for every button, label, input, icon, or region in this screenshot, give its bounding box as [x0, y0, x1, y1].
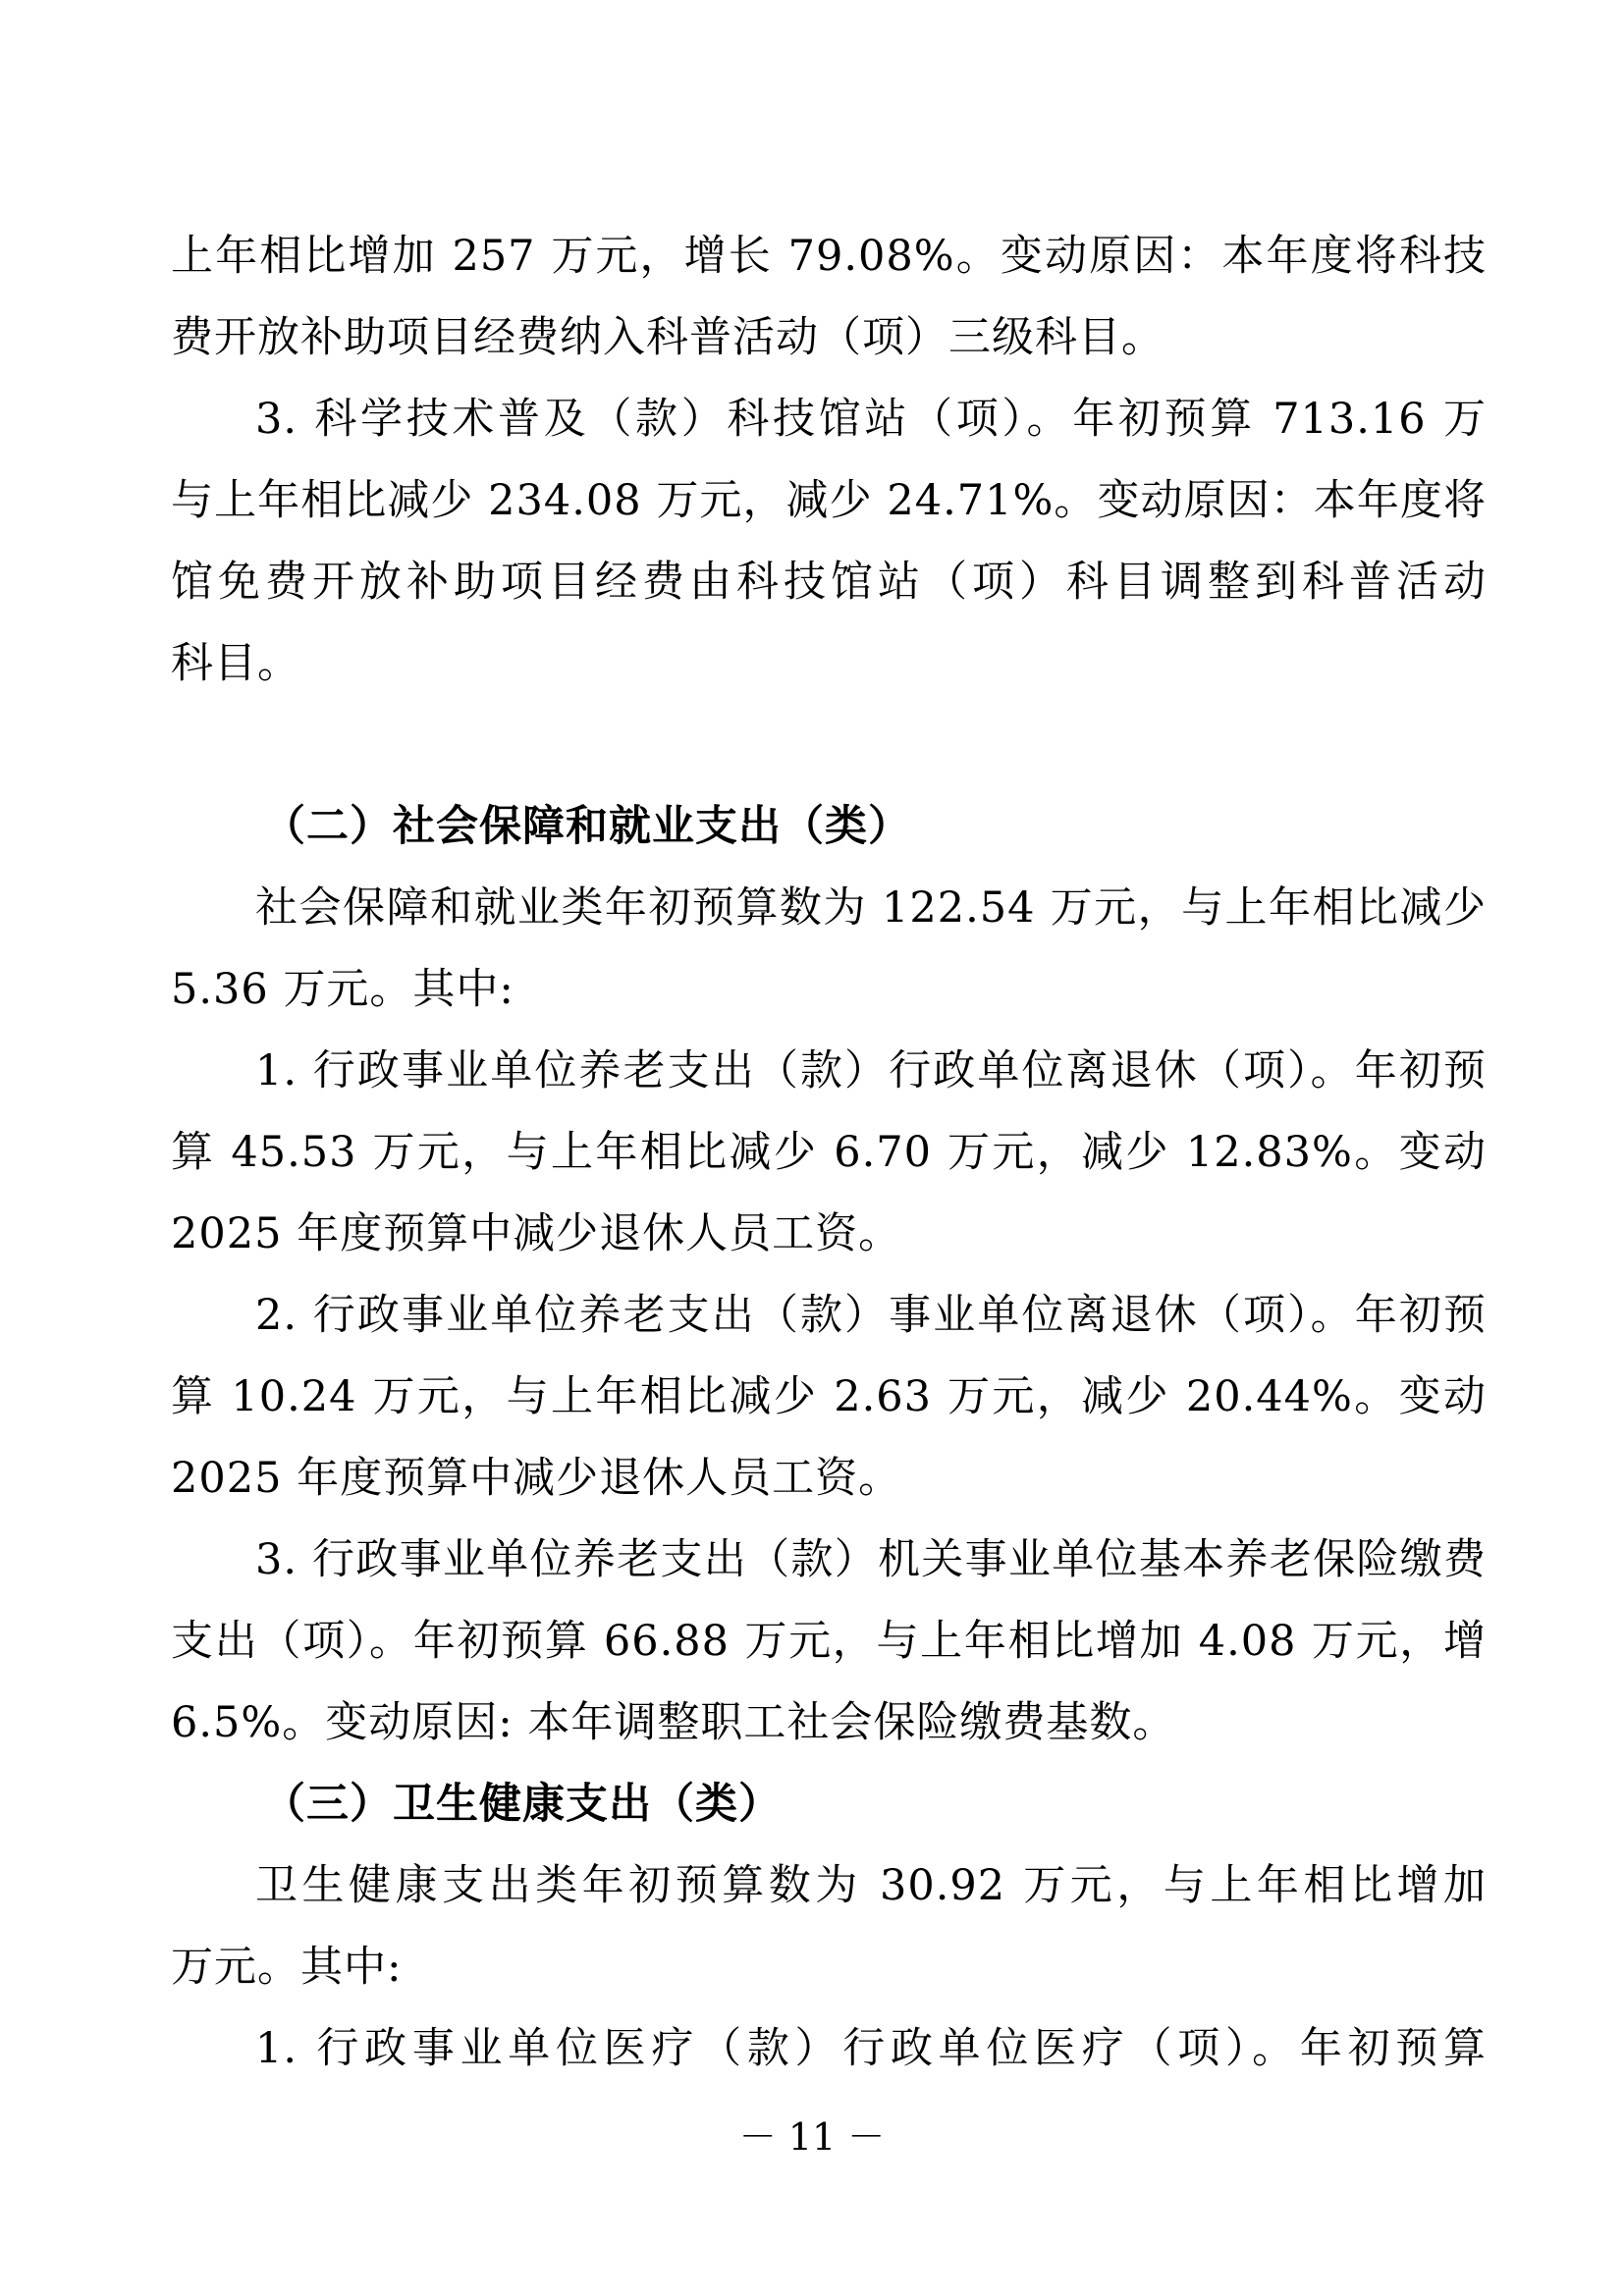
- paragraph-line: 5.36 万元。其中:: [171, 965, 514, 1014]
- paragraph-line: 支出（项）。年初预算 66.88 万元，与上年相比增加 4.08 万元，增: [171, 1617, 1487, 1666]
- document-body: [171, 216, 1487, 2090]
- section-heading-health: （三）卫生健康支出（类）: [263, 1780, 782, 1829]
- paragraph-line: 6.5%。变动原因: 本年调整职工社会保险缴费基数。: [171, 1698, 1176, 1747]
- paragraph-line: 2025 年度预算中减少退休人员工资。: [171, 1454, 902, 1503]
- paragraph-line: 上年相比增加 257 万元，增长 79.08%。变动原因：本年度将科技: [171, 232, 1487, 281]
- paragraph-line: 3. 科学技术普及（款）科技馆站（项）。年初预算 713.16 万: [255, 395, 1487, 444]
- paragraph-line: 2. 行政事业单位养老支出（款）事业单位离退休（项）。年初预: [255, 1291, 1487, 1340]
- paragraph-line: 费开放补助项目经费纳入科普活动（项）三级科目。: [171, 313, 1164, 362]
- paragraph-line: 馆免费开放补助项目经费由科技馆站（项）科目调整到科普活动: [171, 558, 1487, 607]
- paragraph-line: 1. 行政事业单位医疗（款）行政单位医疗（项）。年初预算: [255, 2024, 1487, 2073]
- paragraph-line: 2025 年度预算中减少退休人员工资。: [171, 1209, 902, 1258]
- paragraph-line: 社会保障和就业类年初预算数为 122.54 万元，与上年相比减少: [255, 883, 1487, 933]
- page-number: － 11 －: [738, 2115, 886, 2159]
- paragraph-line: 算 45.53 万元，与上年相比减少 6.70 万元，减少 12.83%。变动: [171, 1128, 1487, 1177]
- paragraph-line: 1. 行政事业单位养老支出（款）行政单位离退休（项）。年初预: [255, 1046, 1487, 1095]
- paragraph-line: 3. 行政事业单位养老支出（款）机关事业单位基本养老保险缴费: [255, 1535, 1487, 1584]
- paragraph-line: 科目。: [171, 639, 300, 688]
- paragraph-line: 算 10.24 万元，与上年相比减少 2.63 万元，减少 20.44%。变动: [171, 1372, 1487, 1421]
- paragraph-line: 与上年相比减少 234.08 万元，减少 24.71%。变动原因：本年度将: [171, 476, 1487, 525]
- section-heading-social-security: （二）社会保障和就业支出（类）: [263, 802, 911, 851]
- paragraph-line: 卫生健康支出类年初预算数为 30.92 万元，与上年相比增加: [255, 1861, 1487, 1910]
- paragraph-line: 万元。其中:: [171, 1943, 403, 1992]
